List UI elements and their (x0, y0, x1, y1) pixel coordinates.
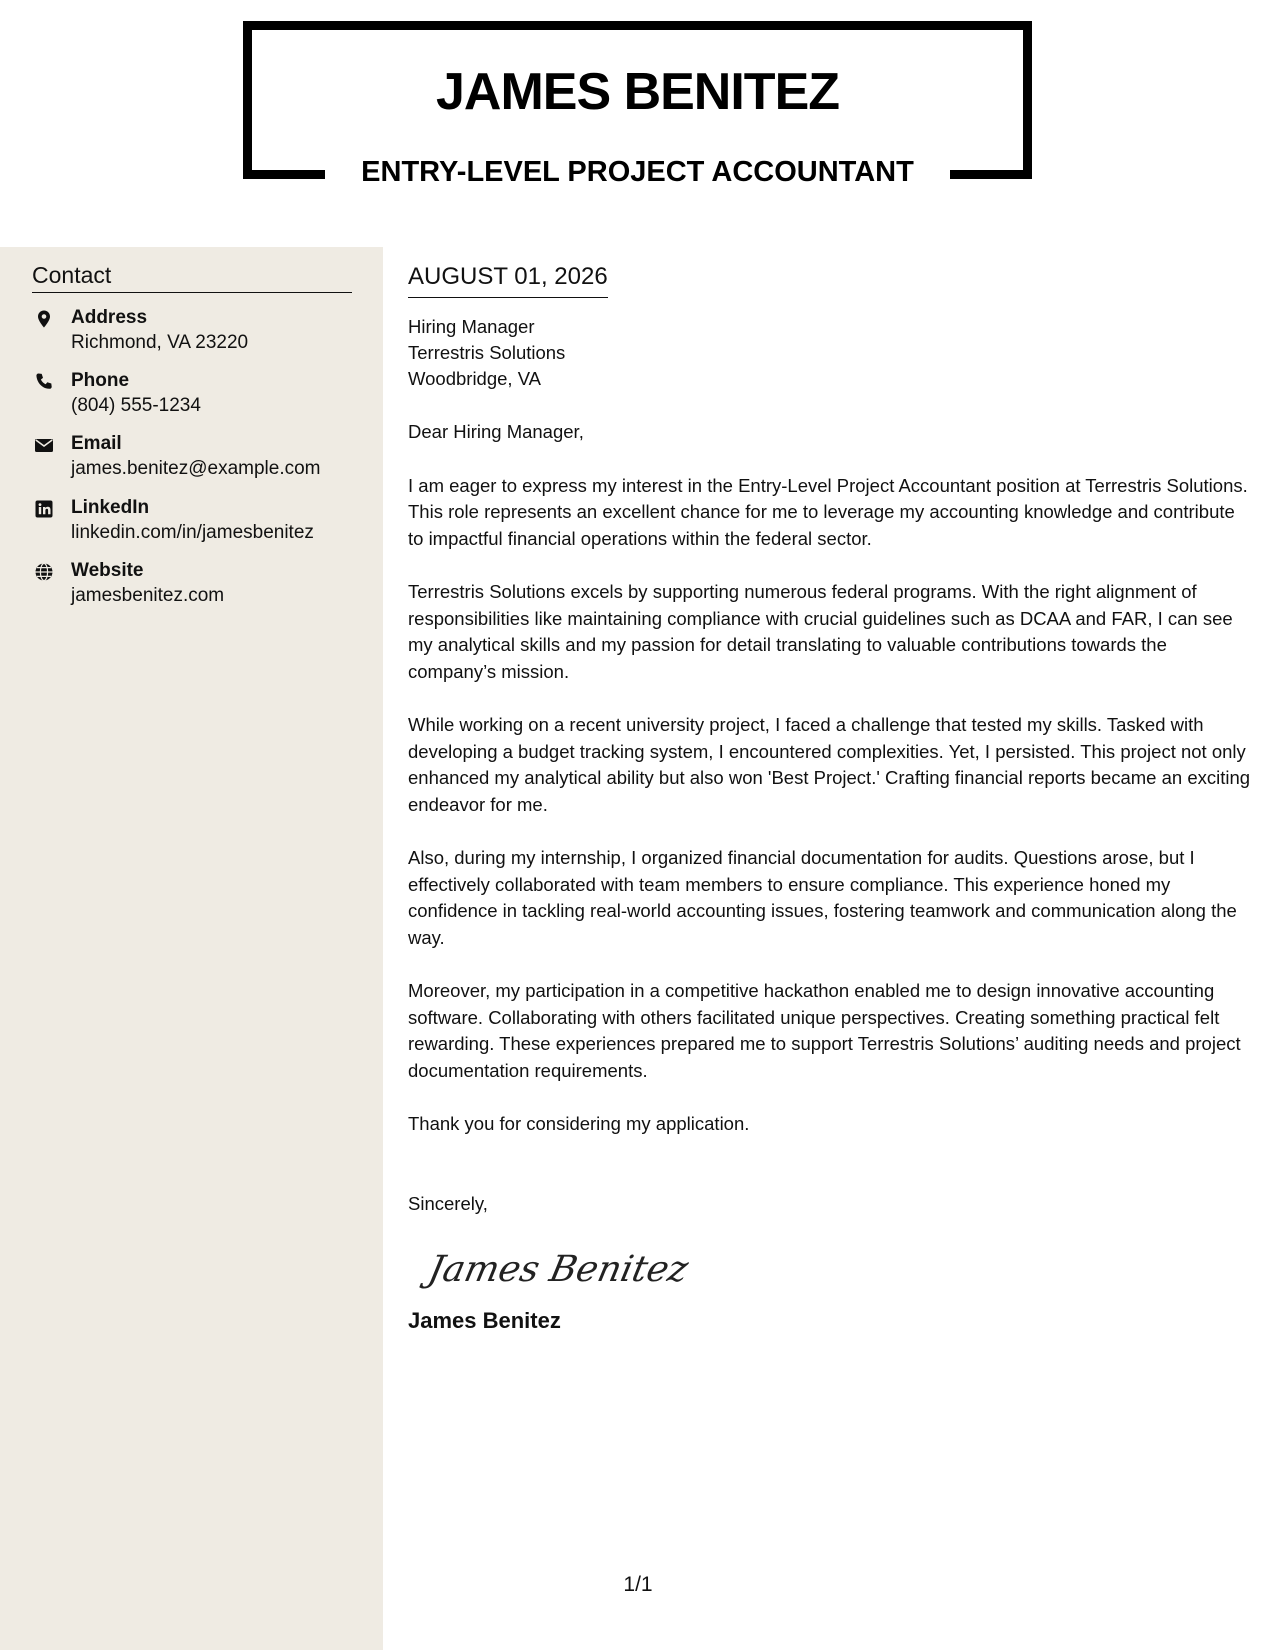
body-paragraph: While working on a recent university project, I faced a challenge that tested my skills. Tasked with developing a budget tracking system, I encountered complexities. Yet, I persisted. This project not only enhanced my analytical ability but also won 'Best Project.' Crafting financial reports became an exciting endeavor for me. (408, 714, 1251, 815)
map-pin-icon (34, 309, 54, 329)
letter-date: AUGUST 01, 2026 (408, 262, 608, 298)
frame-top-border (243, 21, 1032, 30)
envelope-icon (34, 435, 54, 455)
contact-label: Email (71, 433, 122, 454)
greeting: Dear Hiring Manager, (408, 421, 584, 442)
website-link[interactable]: jamesbenitez.com (71, 585, 225, 606)
letter-body (408, 262, 1253, 1335)
recipient-line: Hiring Manager (408, 316, 535, 337)
candidate-name: JAMES BENITEZ (435, 63, 840, 121)
contact-label: Website (71, 560, 144, 581)
body-paragraph: Terrestris Solutions excels by supporting numerous federal programs. With the right alignment of responsibilities like maintaining compliance with crucial guidelines such as DCAA and FAR, I can see my analytical skills and my passion for detail translating to valuable contributions towards the company’s mission. (408, 581, 1233, 682)
contact-label: LinkedIn (71, 497, 150, 518)
phone-icon (34, 372, 54, 392)
phone-value: (804) 555-1234 (71, 395, 201, 416)
page-number: 1/1 (623, 1573, 653, 1596)
recipient-line: Terrestris Solutions (408, 342, 566, 363)
body-paragraph: Also, during my internship, I organized financial documentation for audits. Questions arose, but I effectively collaborated with team members to ensure compliance. This experience honed my confidence in tackling real-world accounting issues, fostering teamwork and communication along the way. (408, 847, 1237, 948)
address-value: Richmond, VA 23220 (71, 332, 249, 353)
thanks-line: Thank you for considering my application. (408, 1113, 750, 1134)
contact-heading: Contact (32, 261, 352, 293)
body-paragraph: I am eager to express my interest in the Entry-Level Project Accountant position at Terrestris Solutions. This role represents an excellent chance for me to leverage my accounting knowledge and contribute to impactful financial operations within the federal sector. (408, 474, 1248, 549)
closing: Sincerely, (408, 1192, 488, 1214)
body-paragraph: Moreover, my participation in a competitive hackathon enabled me to design innovative accounting software. Collaborating with others facilitated unique perspectives. Creating something practical felt rewarding. These experiences prepared me to support Terrestris Solutions’ auditing needs and project documentation requirements. (408, 980, 1241, 1081)
contact-label: Address (71, 307, 148, 328)
signature-text: James Benitez (424, 1247, 693, 1290)
signer-name: James Benitez (408, 1308, 561, 1333)
recipient-block (408, 314, 1253, 392)
email-link[interactable]: james.benitez@example.com (71, 458, 321, 479)
job-title: ENTRY-LEVEL PROJECT ACCOUNTANT (361, 156, 914, 188)
signature-image (424, 1237, 693, 1299)
linkedin-link[interactable]: linkedin.com/in/jamesbenitez (71, 522, 314, 543)
linkedin-icon (34, 499, 54, 519)
globe-icon (34, 562, 54, 582)
contact-label: Phone (71, 370, 130, 391)
recipient-line: Woodbridge, VA (408, 368, 542, 389)
